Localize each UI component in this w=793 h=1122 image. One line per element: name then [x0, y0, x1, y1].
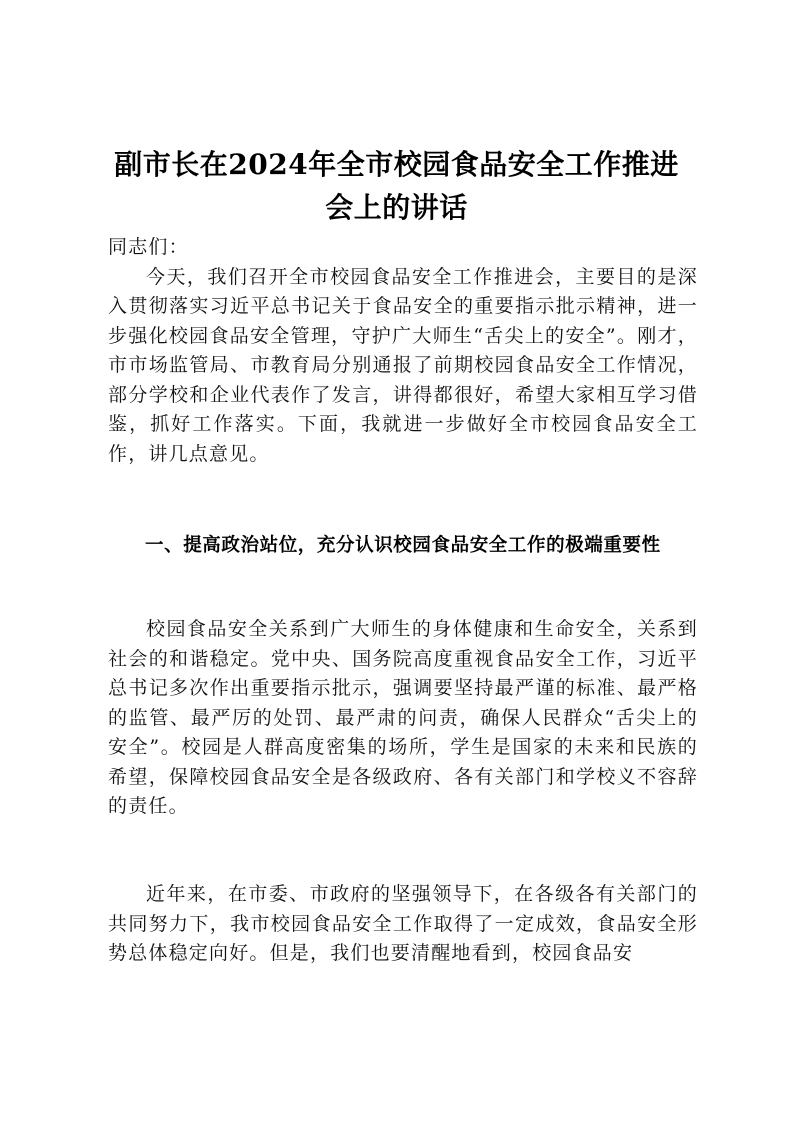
section-body-continued [108, 880, 698, 969]
document-title-line-1: 副市长在2024年全市校园食品安全工作推进 [114, 148, 679, 181]
section-heading-1: 一、提高政治站位，充分认识校园食品安全工作的极端重要性 [145, 535, 661, 556]
document-body [108, 233, 698, 469]
paragraph-progress: 近年来，在市委、市政府的坚强领导下，在各级各有关部门的共同努力下，我市校园食品安全工作取得了一定成效，食品安全形势总体稳定向好。但是，我们也要清醒地看到，校园食品安 [108, 883, 698, 964]
salutation: 同志们： [108, 236, 189, 258]
section-heading-container [108, 526, 698, 565]
section-body [108, 615, 698, 822]
paragraph-importance: 校园食品安全关系到广大师生的身体健康和生命安全，关系到社会的和谐稳定。党中央、国务院高度重视食品安全工作，习近平总书记多次作出重要指示批示，强调要坚持最严谨的标准、最严格的监管、最严厉的处罚、最严肃的问责，确保人民群众“舌尖上的安全”。校园是人群高度密集的场所，学生是国家的未来和民族的希望，保障校园食品安全是各级政府、各有关部门和学校义不容辞的责任。 [108, 618, 698, 817]
document-title-line-2: 会上的讲话 [325, 191, 468, 224]
paragraph-intro: 今天，我们召开全市校园食品安全工作推进会，主要目的是深入贯彻落实习近平总书记关于食品安全的重要指示批示精神，进一步强化校园食品安全管理，守护广大师生“舌尖上的安全”。刚才，市市场监管局、市教育局分别通报了前期校园食品安全工作情况，部分学校和企业代表作了发言，讲得都很好，希望大家相互学习借鉴，抓好工作落实。下面，我就进一步做好全市校园食品安全工作，讲几点意见。 [108, 265, 698, 465]
